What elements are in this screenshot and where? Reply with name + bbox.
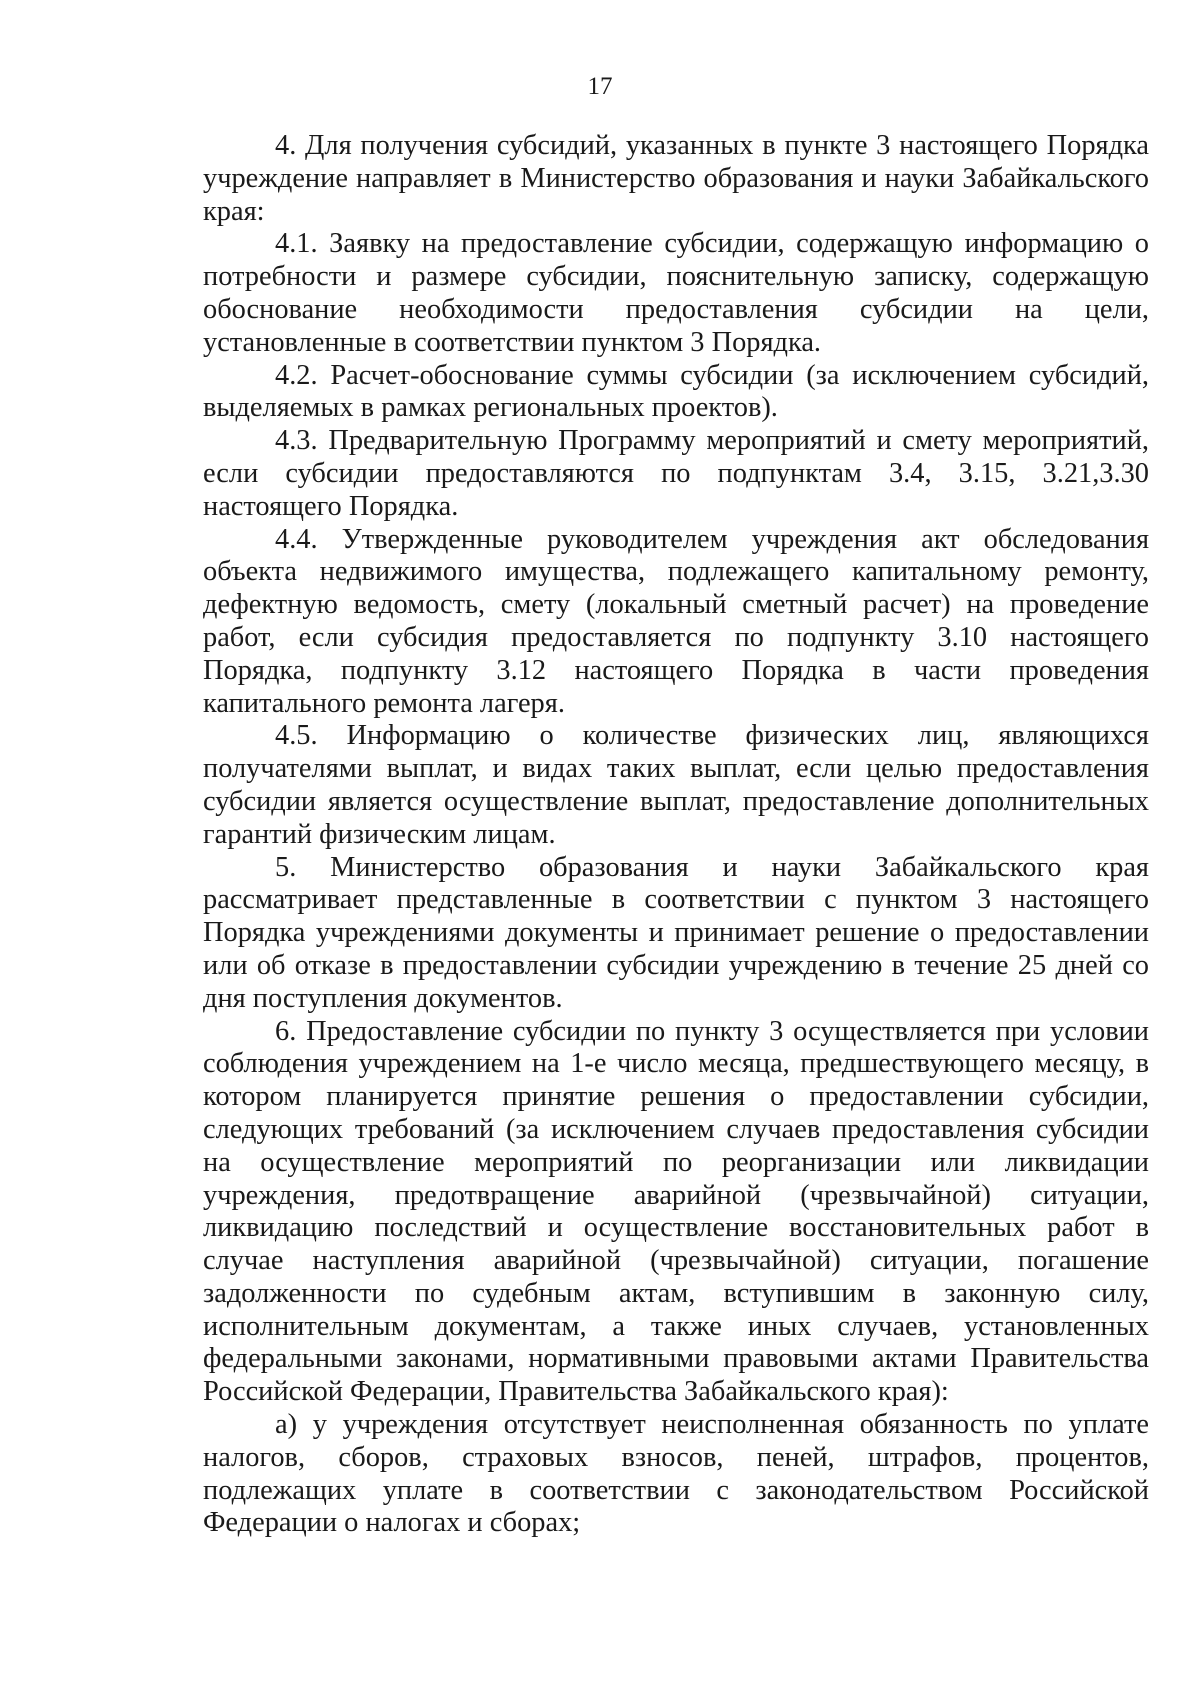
paragraph-4-1: 4.1. Заявку на предоставление субсидии, содержащую информацию о потребности и размере субсидии, пояснительную записку, содержащую обоснование необходимости предоставления субсидии на цели, установленные в соответствии пунктом 3 Порядка. [203,228,1149,358]
paragraph-5: 5. Министерство образования и науки Забайкальского края рассматривает представленные в соответствии с пунктом 3 настоящего Порядка учреждениями документы и принимает решение о предоставлении или об отказе в предоставлении субсидии учреждению в течение 25 дней со дня поступления документов. [203,851,1149,1014]
paragraph-4-4: 4.4. Утвержденные руководителем учреждения акт обследования объекта недвижимого имущества, подлежащего капитальному ремонту, дефектную ведомость, смету (локальный сметный расчет) на проведение работ, если субсидия предоставляется по подпункту 3.10 настоящего Порядка, подпункту 3.12 настоящего Порядка в части проведения капитального ремонта лагеря. [203,523,1149,719]
paragraph-4: 4. Для получения субсидий, указанных в пункте 3 настоящего Порядка учреждение направляет в Министерство образования и науки Забайкальского края: [203,130,1149,227]
paragraph-4-2: 4.2. Расчет-обоснование суммы субсидии (за исключением субсидий, выделяемых в рамках региональных проектов). [203,359,1149,424]
document-body [203,130,1149,1540]
page-number: 17 [587,73,613,100]
paragraph-6-a: а) у учреждения отсутствует неисполненная обязанность по уплате налогов, сборов, страховых взносов, пеней, штрафов, процентов, подлежащих уплате в соответствии с законодательством Российской Федерации о налогах и сборах; [203,1409,1149,1539]
paragraph-4-3: 4.3. Предварительную Программу мероприятий и смету мероприятий, если субсидии предоставляются по подпунктам 3.4, 3.15, 3.21,3.30 настоящего Порядка. [203,425,1149,522]
paragraph-6: 6. Предоставление субсидии по пункту 3 осуществляется при условии соблюдения учреждением на 1-е число месяца, предшествующего месяцу, в котором планируется принятие решения о предоставлении субсидии, следующих требований (за исключением случаев предоставления субсидии на осуществление мероприятий по реорганизации или ликвидации учреждения, предотвращение аварийной (чрезвычайной) ситуации, ликвидацию последствий и осуществление восстановительных работ в случае наступления аварийной (чрезвычайной) ситуации, погашение задолженности по судебным актам, вступившим в законную силу, исполнительным документам, а также иных случаев, установленных федеральными законами, нормативными правовыми актами Правительства Российской Федерации, Правительства Забайкальского края): [203,1015,1149,1408]
paragraph-4-5: 4.5. Информацию о количестве физических лиц, являющихся получателями выплат, и видах таких выплат, если целью предоставления субсидии является осуществление выплат, предоставление дополнительных гарантий физическим лицам. [203,720,1149,850]
